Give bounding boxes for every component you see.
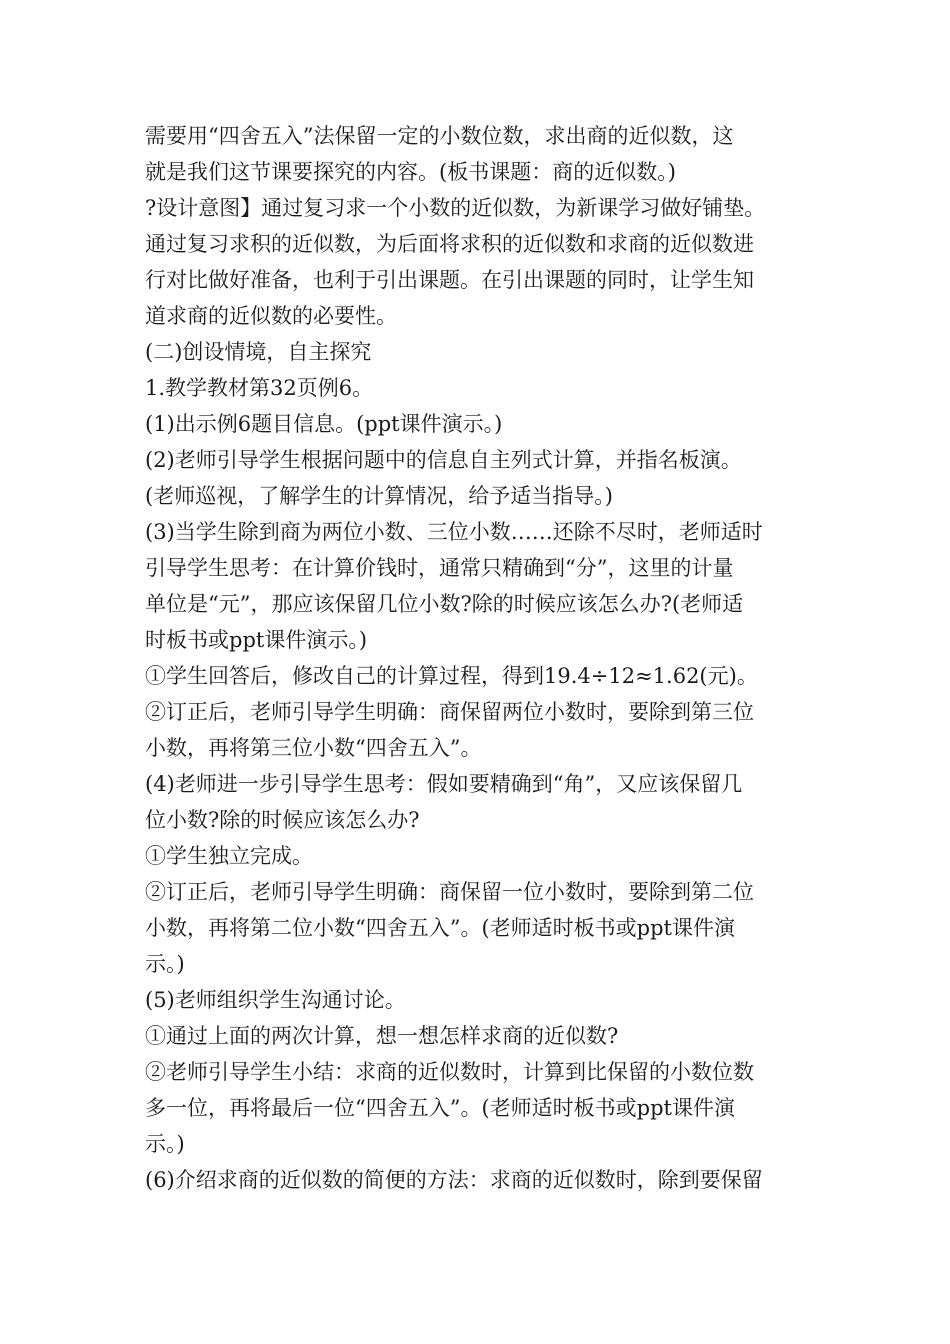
text-line: ②订正后，老师引导学生明确：商保留两位小数时，要除到第三位 [145,700,754,724]
text-line: (5)老师组织学生沟通讨论。 [145,988,406,1012]
text-line: 单位是“元”，那应该保留几位小数?除的时候应该怎么办?(老师适 [145,592,744,616]
text-line: 位小数?除的时候应该怎么办? [145,808,420,832]
text-line: (2)老师引导学生根据问题中的信息自主列式计算，并指名板演。 [145,448,742,472]
text-line: (4)老师进一步引导学生思考：假如要精确到“角”，又应该保留几 [145,772,743,796]
text-line: 行对比做好准备，也利于引出课题。在引出课题的同时，让学生知 [145,268,754,292]
text-line: 时板书或ppt课件演示。) [145,628,368,652]
text-line: ①学生独立完成。 [145,844,313,868]
text-line: 引导学生思考：在计算价钱时，通常只精确到“分”，这里的计量 [145,556,734,580]
text-line: ②老师引导学生小结：求商的近似数时，计算到比保留的小数位数 [145,1060,754,1084]
text-line: 示。) [145,952,185,976]
text-line: 多一位，再将最后一位“四舍五入”。(老师适时板书或ppt课件演 [145,1096,735,1120]
text-line: ②订正后，老师引导学生明确：商保留一位小数时，要除到第二位 [145,880,754,904]
text-line: (6)介绍求商的近似数的简便的方法：求商的近似数时，除到要保留 [145,1168,763,1192]
text-line: 小数，再将第三位小数“四舍五入”。 [145,736,482,760]
text-line: ①学生回答后，修改自己的计算过程，得到19.4÷12≈1.62(元)。 [145,664,758,688]
text-line: 通过复习求积的近似数，为后面将求积的近似数和求商的近似数进 [145,232,754,256]
text-line: ①通过上面的两次计算，想一想怎样求商的近似数? [145,1024,619,1048]
text-line: 示。) [145,1132,185,1156]
section-heading: (二)创设情境，自主探究 [145,340,372,364]
text-line: 就是我们这节课要探究的内容。(板书课题：商的近似数。) [145,160,676,184]
text-line: 需要用“四舍五入”法保留一定的小数位数，求出商的近似数，这 [145,124,734,148]
text-line: 道求商的近似数的必要性。 [145,304,397,328]
text-line: 小数，再将第二位小数“四舍五入”。(老师适时板书或ppt课件演 [145,916,735,940]
text-line: (3)当学生除到商为两位小数、三位小数……还除不尽时，老师适时 [145,520,763,544]
text-line: (老师巡视，了解学生的计算情况，给予适当指导。) [145,484,613,508]
text-line: (1)出示例6题目信息。(ppt课件演示。) [145,412,503,436]
text-line: 1.教学教材第32页例6。 [145,376,374,400]
document-body [145,118,815,1198]
text-line: ?设计意图】通过复习求一个小数的近似数，为新课学习做好铺垫。 [145,196,766,220]
